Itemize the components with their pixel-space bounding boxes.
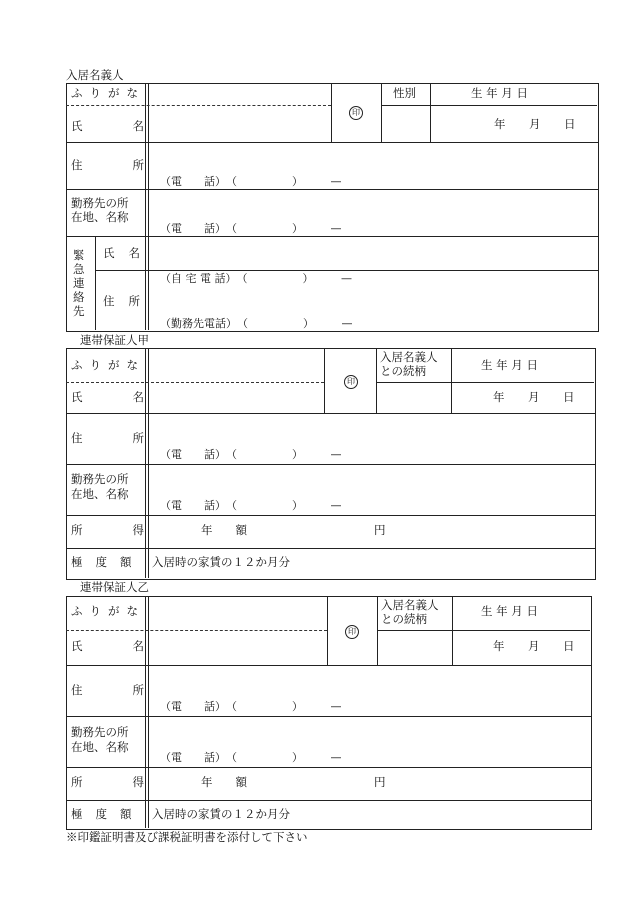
annual-income-label: 年 額 bbox=[201, 523, 247, 537]
name-label: 氏名 bbox=[71, 639, 194, 653]
relation-label-2: との続柄 bbox=[381, 612, 427, 626]
furigana-label: ふりがな bbox=[71, 86, 145, 100]
divider bbox=[430, 83, 431, 142]
seal-icon: 印 bbox=[345, 625, 359, 639]
relation-label-1: 入居名義人 bbox=[381, 598, 439, 612]
workplace-phone-line: （電 話） （ ） — bbox=[160, 222, 342, 235]
furigana-label: ふりがな bbox=[71, 604, 145, 618]
divider bbox=[66, 800, 591, 801]
seal-icon: 印 bbox=[349, 106, 363, 120]
furigana-separator bbox=[66, 382, 324, 383]
income-label: 所得 bbox=[71, 775, 194, 789]
divider bbox=[95, 236, 96, 330]
divider bbox=[66, 716, 591, 717]
tenant-section-title: 入居名義人 bbox=[66, 68, 124, 82]
income-label: 所得 bbox=[71, 523, 194, 537]
address-phone-line: （電 話） （ ） — bbox=[160, 448, 342, 461]
birthdate-value: 年 月 日 bbox=[493, 390, 581, 404]
credit-limit-label: 極度額 bbox=[71, 555, 145, 569]
divider bbox=[376, 382, 594, 383]
divider bbox=[331, 83, 332, 142]
birthdate-value: 年 月 日 bbox=[494, 117, 582, 131]
emergency-home-phone-line: （自 宅 電 話） （ ） — bbox=[160, 272, 352, 285]
emergency-name-label: 氏名 bbox=[103, 246, 154, 260]
name-label: 氏名 bbox=[71, 390, 194, 404]
divider bbox=[377, 630, 590, 631]
emergency-address-label: 住所 bbox=[103, 294, 154, 308]
divider bbox=[324, 348, 325, 413]
furigana-label: ふりがな bbox=[71, 358, 145, 372]
guarantor-a-section-title: 連帯保証人甲 bbox=[80, 333, 149, 347]
address-label: 住所 bbox=[71, 158, 194, 172]
workplace-label-1: 勤務先の所 bbox=[71, 472, 129, 486]
emergency-contact-label: 緊急連絡先 bbox=[73, 248, 85, 318]
furigana-separator bbox=[66, 105, 331, 106]
divider bbox=[66, 464, 595, 465]
workplace-label-1: 勤務先の所 bbox=[71, 196, 129, 210]
divider bbox=[66, 142, 598, 143]
seal-icon: 印 bbox=[344, 375, 358, 389]
yen-unit: 円 bbox=[374, 775, 386, 789]
divider bbox=[66, 236, 598, 237]
divider bbox=[376, 348, 377, 413]
birthdate-label: 生 年 月 日 bbox=[481, 358, 538, 372]
workplace-label-1: 勤務先の所 bbox=[71, 725, 129, 739]
workplace-phone-line: （電 話） （ ） — bbox=[160, 499, 342, 512]
name-label: 氏名 bbox=[71, 119, 194, 133]
divider bbox=[66, 767, 591, 768]
address-phone-line: （電 話） （ ） — bbox=[160, 175, 342, 188]
yen-unit: 円 bbox=[374, 523, 386, 537]
credit-limit-value: 入居時の家賃の１２か月分 bbox=[152, 555, 290, 569]
birthdate-label: 生 年 月 日 bbox=[471, 86, 528, 100]
birthdate-value: 年 月 日 bbox=[493, 639, 581, 653]
gender-label: 性別 bbox=[393, 86, 416, 100]
divider bbox=[327, 596, 328, 665]
divider bbox=[451, 348, 452, 413]
address-label: 住所 bbox=[71, 683, 194, 697]
annual-income-label: 年 額 bbox=[201, 775, 247, 789]
workplace-label-2: 在地、名称 bbox=[71, 210, 129, 224]
workplace-label-2: 在地、名称 bbox=[71, 740, 129, 754]
birthdate-label: 生 年 月 日 bbox=[481, 604, 538, 618]
divider bbox=[95, 270, 598, 271]
furigana-separator bbox=[66, 630, 327, 631]
address-phone-line: （電 話） （ ） — bbox=[160, 700, 342, 713]
guarantor-b-section-title: 連帯保証人乙 bbox=[80, 580, 149, 594]
emergency-work-phone-line: （勤務先電話） （ ） — bbox=[160, 317, 353, 330]
workplace-label-2: 在地、名称 bbox=[71, 487, 129, 501]
divider bbox=[66, 665, 591, 666]
footnote: ※印鑑証明書及び課税証明書を添付して下さい bbox=[66, 830, 308, 844]
divider bbox=[66, 413, 595, 414]
divider bbox=[381, 83, 382, 142]
divider bbox=[66, 515, 595, 516]
divider bbox=[66, 189, 598, 190]
credit-limit-label: 極度額 bbox=[71, 807, 145, 821]
divider bbox=[66, 548, 595, 549]
divider bbox=[381, 105, 597, 106]
relation-label-2: との続柄 bbox=[380, 364, 426, 378]
relation-label-1: 入居名義人 bbox=[380, 350, 438, 364]
workplace-phone-line: （電 話） （ ） — bbox=[160, 751, 342, 764]
address-label: 住所 bbox=[71, 431, 194, 445]
credit-limit-value: 入居時の家賃の１２か月分 bbox=[152, 807, 290, 821]
